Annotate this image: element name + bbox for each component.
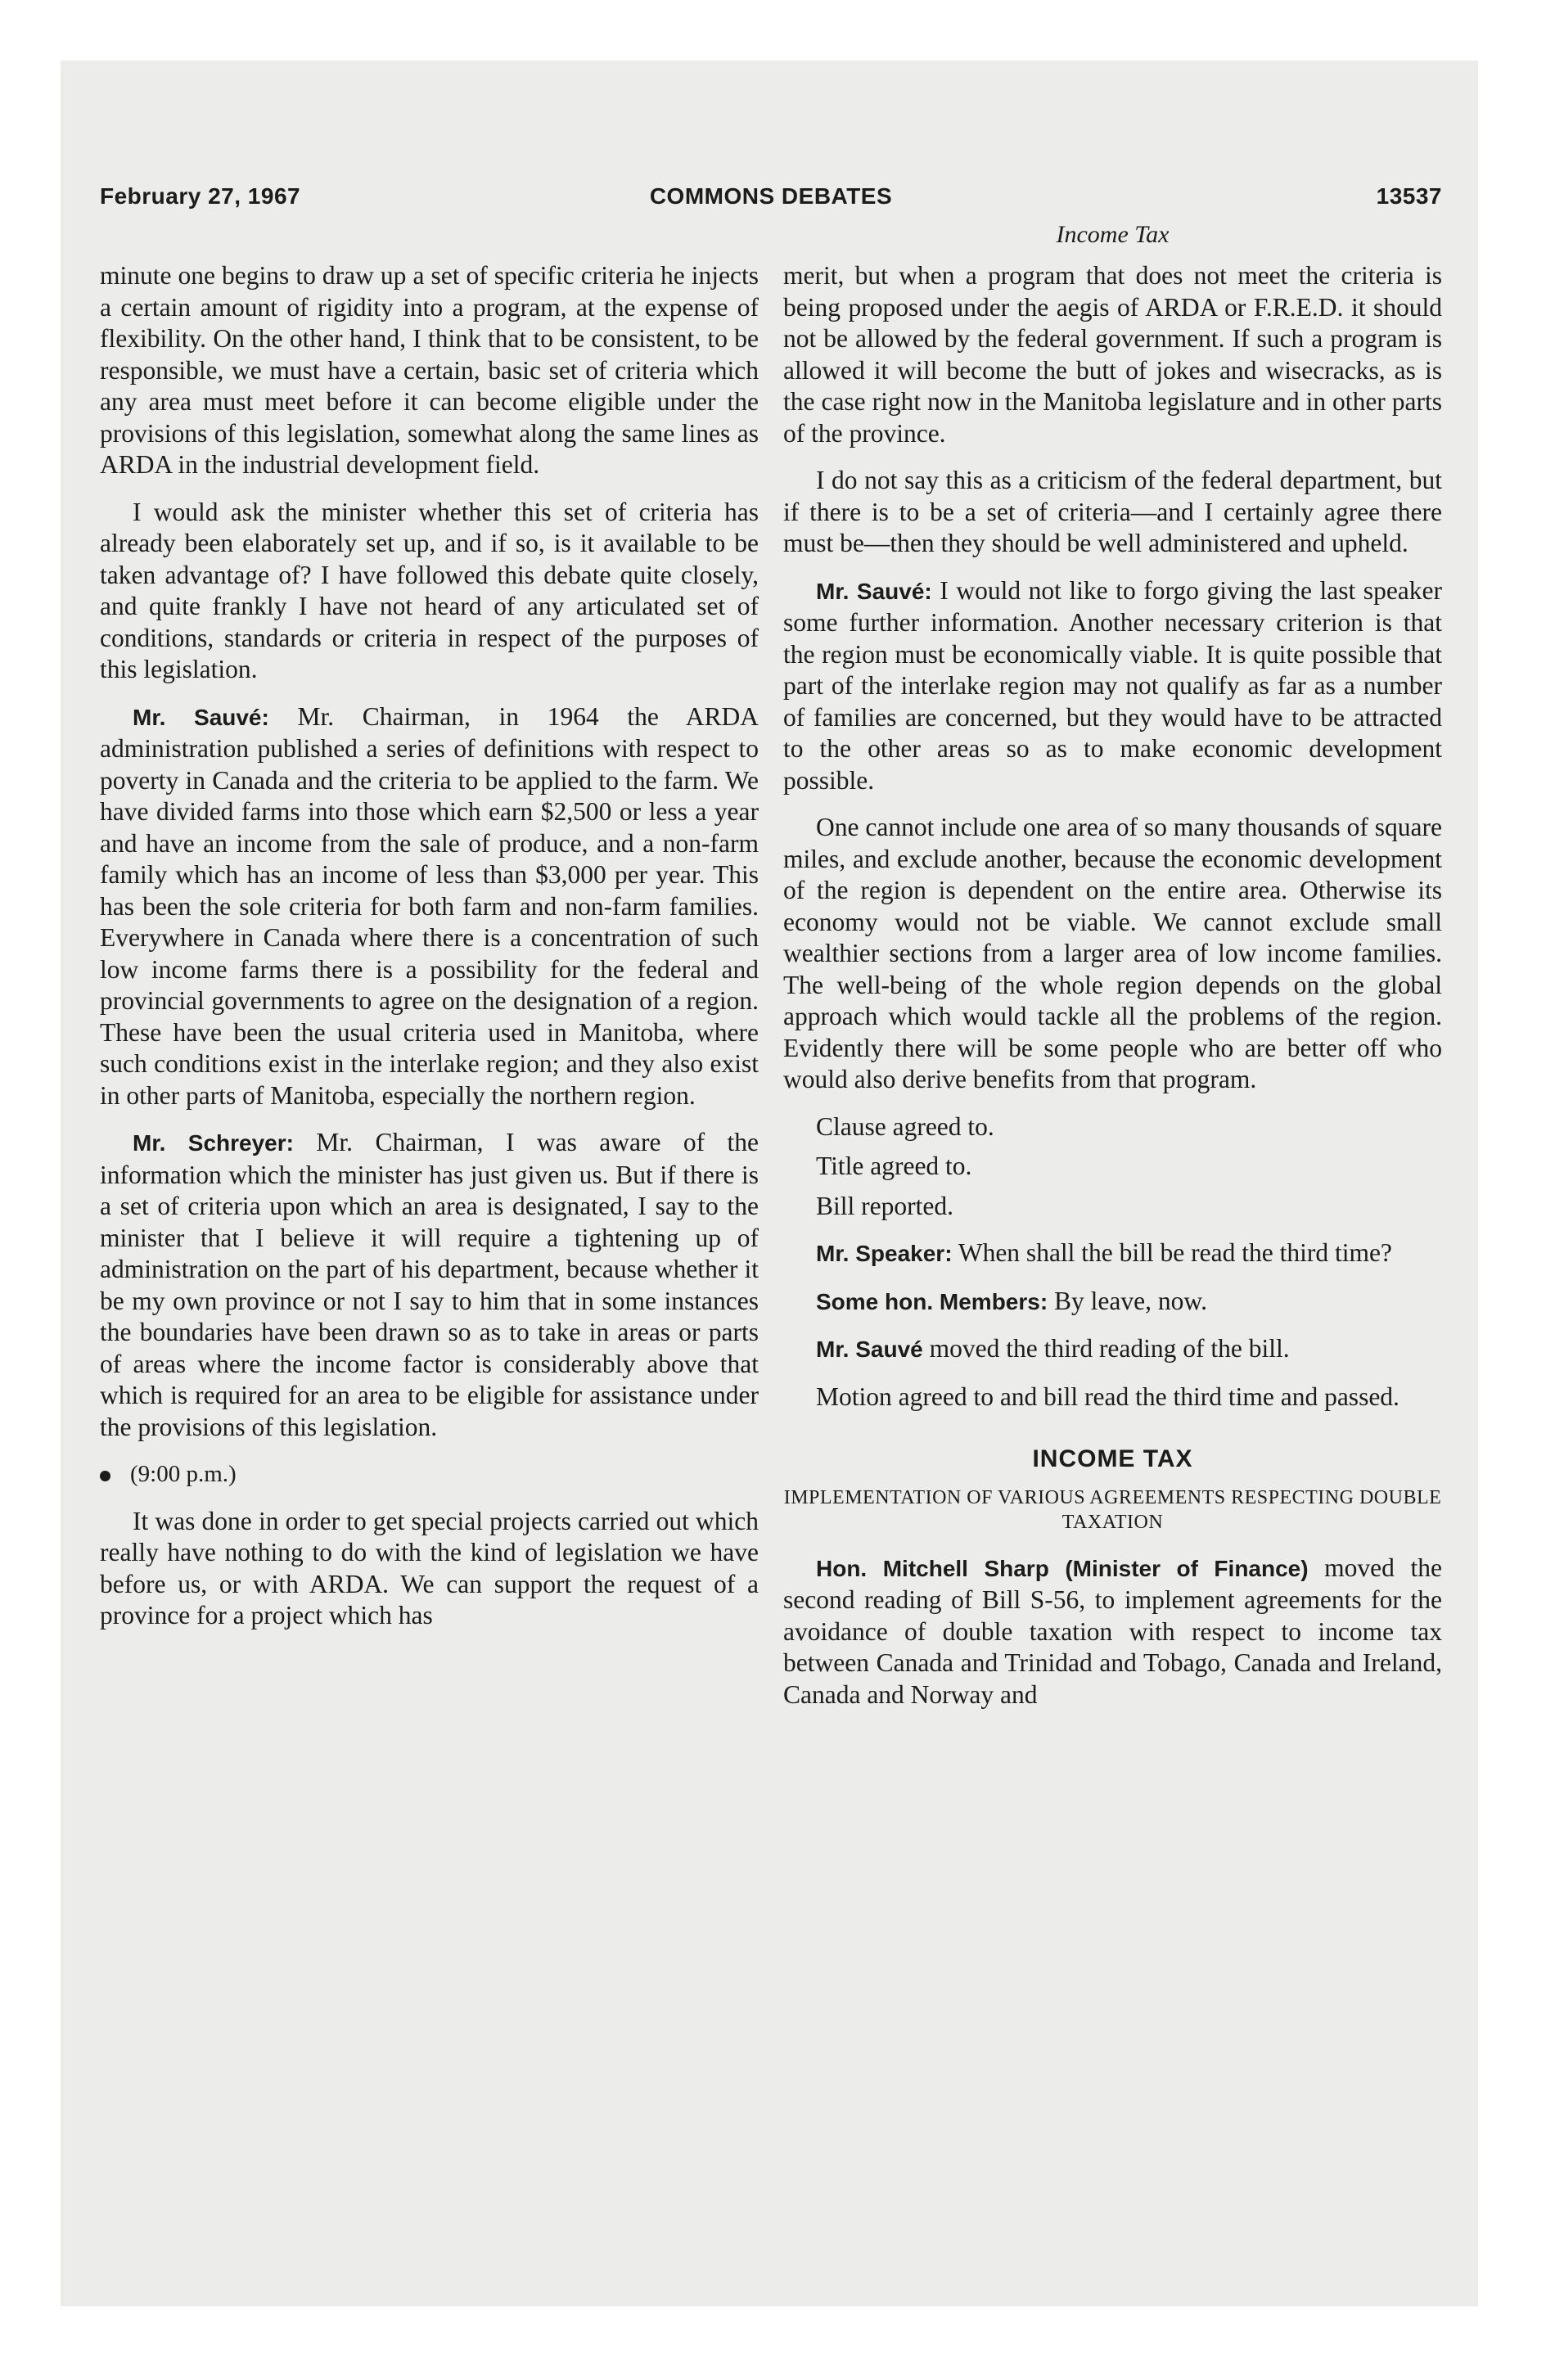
paragraph: I do not say this as a criticism of the federal department, but if there is to be a set of criteria—and I certainly agree there must be—then they should be well administered and upheld. <box>783 466 1442 557</box>
left-column <box>100 260 759 1648</box>
section-title: INCOME TAX <box>1032 1445 1193 1472</box>
timestamp <box>100 1458 759 1490</box>
bullet-icon <box>100 1471 110 1481</box>
speaker-name: Mr. Sauvé <box>816 1336 923 1362</box>
header-publication: COMMONS DEBATES <box>649 183 893 209</box>
paragraph <box>100 701 759 1112</box>
page-header <box>100 183 1442 216</box>
paragraph <box>783 1553 1442 1711</box>
procedure-line: Clause agreed to. <box>816 1111 994 1141</box>
speaker-name: Mr. Sauvé: <box>816 578 932 604</box>
speech-text: By leave, now. <box>1054 1286 1207 1315</box>
speaker-name: Mr. Schreyer: <box>133 1130 294 1156</box>
paragraph <box>100 1127 759 1443</box>
running-title: Income Tax <box>1056 221 1170 248</box>
paragraph <box>783 1333 1442 1366</box>
procedure-line: Title agreed to. <box>816 1152 972 1180</box>
speech-text: I would not like to forgo giving the last speaker some further information. Another necessary criterion is that the region must be economically viable. It is quite possible that part of the interlake region may not qualify as far as a number of families are concerned, but they would have to be attracted to the other areas so as to make economic development possible. <box>783 575 1442 795</box>
speaker-name: Hon. Mitchell Sharp (Minister of Finance) <box>816 1555 1309 1581</box>
header-date: February 27, 1967 <box>100 183 301 209</box>
paragraph: Motion agreed to and bill read the third time and passed. <box>816 1382 1400 1411</box>
right-column <box>783 260 1442 1726</box>
header-page-number: 13537 <box>1376 183 1442 209</box>
paragraph: minute one begins to draw up a set of specific criteria he injects a certain amount of rigidity into a program, at the expense of flexibility. On the other hand, I think that to be consistent, to be responsible, we must have a certain, basic set of criteria which any area must meet before it can become eligible under the provisions of this legislation, somewhat along the same lines as ARDA in the industrial development field. <box>100 261 759 479</box>
paragraph <box>783 1286 1442 1318</box>
paragraph <box>783 1237 1442 1270</box>
speaker-name: Some hon. Members: <box>816 1288 1048 1314</box>
speech-text: When shall the bill be read the third time? <box>958 1238 1392 1267</box>
speech-text: moved the third reading of the bill. <box>929 1334 1290 1363</box>
paragraph: merit, but when a program that does not meet the criteria is being proposed under the aegis of ARDA or F.R.E.D. it should not be allowed by the federal government. If such a program is allowed it will become the butt of jokes and wisecracks, as is the case right now in the Manitoba legislature and in other parts of the province. <box>783 261 1442 448</box>
paragraph <box>783 575 1442 797</box>
speaker-name: Mr. Speaker: <box>816 1241 953 1266</box>
paragraph: One cannot include one area of so many thousands of square miles, and exclude another, because the economic development of the region is dependent on the entire area. Otherwise its economy would not be viable. We cannot exclude small wealthier sections from a larger area of low income families. The well-being of the whole region depends on the global approach which would tackle all the problems of the region. Evidently there will be some people who are better off who would also derive benefits from that program. <box>783 813 1442 1093</box>
speech-text: Mr. Chairman, in 1964 the ARDA administration published a series of definitions with respect to poverty in Canada and the criteria to be applied to the farm. We have divided farms into those which earn $2,500 or less a year and have an income from the sale of produce, and a non-farm family which has an income of less than $3,000 per year. This has been the sole criteria for both farm and non-farm families. Everywhere in Canada where there is a concentration of such low income farms there is a possibility for the federal and provincial governments to agree on the designation of a region. These have been the usual criteria used in Manitoba, where such conditions exist in the interlake region; and they also exist in other parts of Manitoba, especially the northern region. <box>100 701 759 1110</box>
paragraph: I would ask the minister whether this set of criteria has already been elaborately set up, and if so, is it available to be taken advantage of? I have followed this debate quite closely, and quite frankly I have not heard of any articulated set of conditions, standards or criteria in respect of the purposes of this legislation. <box>100 497 759 683</box>
paragraph: It was done in order to get special projects carried out which really have nothing to do with the kind of legislation we have before us, or with ARDA. We can support the request of a province for a project which has <box>100 1506 759 1629</box>
section-subtitle: IMPLEMENTATION OF VARIOUS AGREEMENTS RESPECTING DOUBLE TAXATION <box>783 1486 1442 1533</box>
speaker-name: Mr. Sauvé: <box>133 704 269 730</box>
procedure-line: Bill reported. <box>816 1191 953 1220</box>
timestamp-text: (9:00 p.m.) <box>130 1461 237 1487</box>
speech-text: moved the second reading of Bill S-56, to implement agreements for the avoidance of double taxation with respect to income tax between Canada and Trinidad and Tobago, Canada and Ireland, Canada and Norway and <box>783 1553 1442 1709</box>
speech-text: Mr. Chairman, I was aware of the information which the minister has just given us. But if there is a set of criteria upon which an area is designated, I say to the minister that I believe it will require a tightening up of administration on the part of his department, because whether it be my own province or not I say to him that in some instances the boundaries have been drawn so as to take in areas or parts of areas where the income factor is considerably above that which is required for an area to be eligible for assistance under the provisions of this legislation. <box>100 1128 759 1441</box>
